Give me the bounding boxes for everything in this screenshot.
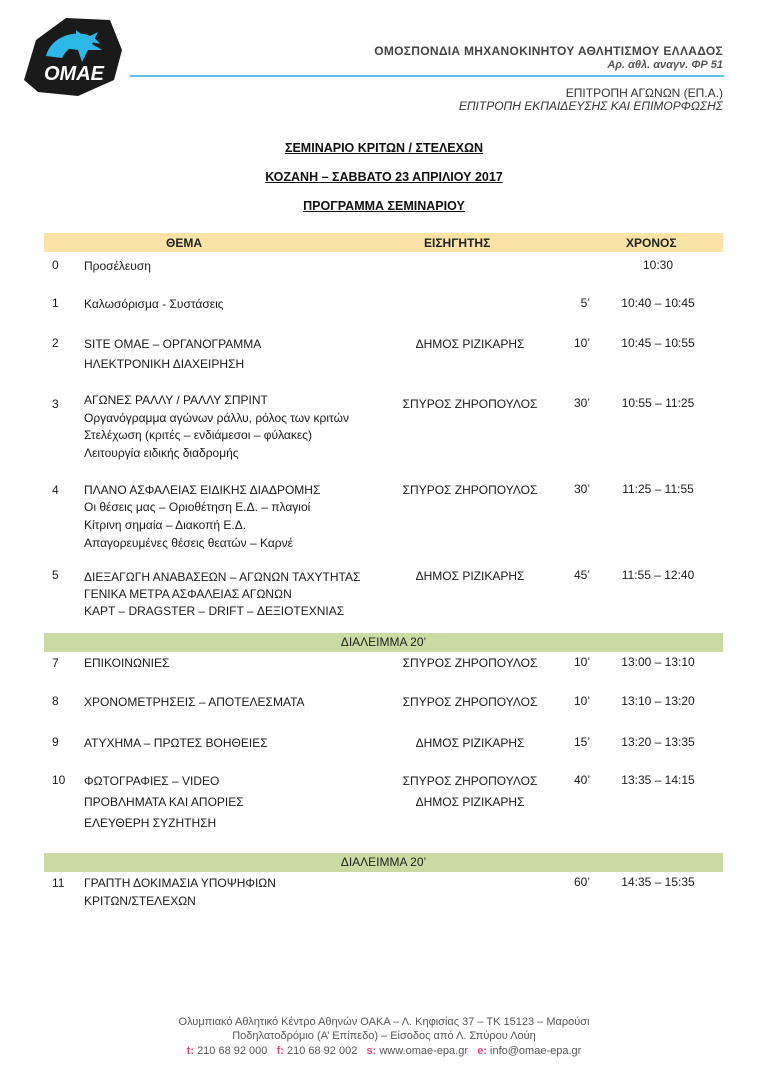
row-duration: 30’	[573, 396, 590, 410]
organization-name: ΟΜΟΣΠΟΝΔΙΑ ΜΗΧΑΝΟΚΙΝΗΤΟΥ ΑΘΛΗΤΙΣΜΟΥ ΕΛΛΑΔΟΣ	[374, 44, 723, 58]
row-topic: Καλωσόρισμα - Συστάσεις	[84, 297, 224, 311]
phone-number: 210 68 92 000	[197, 1045, 268, 1057]
row-number: 9	[52, 735, 59, 749]
row-topic-line: Λειτουργία ειδικής διαδρομής	[84, 446, 239, 460]
omae-logo	[18, 10, 128, 102]
row-number: 4	[52, 483, 59, 497]
row-topic-line: Στελέχωση (κριτές – ενδιάμεσοι – φύλακες)	[84, 428, 312, 442]
phone-label: t:	[186, 1045, 194, 1057]
fax-number: 210 68 92 002	[286, 1045, 358, 1057]
email-label: e:	[477, 1045, 487, 1057]
row-number: 7	[52, 656, 59, 670]
footer-contacts	[0, 1045, 768, 1057]
row-duration: 10’	[573, 694, 590, 708]
row-duration: 45’	[573, 568, 590, 582]
row-time: 11:25 – 11:55	[622, 482, 694, 496]
row-duration: 15’	[573, 735, 590, 749]
row-duration: 60’	[573, 875, 590, 889]
break-label-1: ΔΙΑΛΕΙΜΜΑ 20’	[340, 635, 427, 649]
column-header-topic: ΘΕΜΑ	[166, 236, 202, 250]
footer-velodrome: Ποδηλατοδρόμιο (Α’ Επίπεδο) – Είσοδος από Λ. Σπύρου Λούη	[232, 1030, 536, 1042]
row-number: 0	[52, 258, 59, 272]
row-speaker: ΔΗΜΟΣ ΡΙΖΙΚΑΡΗΣ	[415, 795, 525, 809]
column-header-time: ΧΡΟΝΟΣ	[626, 236, 677, 250]
header-divider	[130, 75, 724, 77]
row-time: 10:55 – 11:25	[621, 396, 695, 410]
row-topic-line: ΕΛΕΥΘΕΡΗ ΣΥΖΗΤΗΣΗ	[84, 816, 217, 830]
row-topic: ΕΠΙΚΟΙΝΩΝΙΕΣ	[84, 656, 170, 670]
subcommittee-name: ΕΠΙΤΡΟΠΗ ΕΚΠΑΙΔΕΥΣΗΣ ΚΑΙ ΕΠΙΜΟΡΦΩΣΗΣ	[458, 99, 723, 113]
row-topic-line: ΚΑΡΤ – DRAGSTER – DRIFT – ΔΕΞΙΟΤΕΧΝΙΑΣ	[84, 604, 345, 618]
row-topic-line: Οι θέσεις μας – Οριοθέτηση Ε.Δ. – πλαγιοί	[84, 500, 311, 514]
row-topic-line: Οργανόγραμμα αγώνων ράλλυ, ρόλος των κριτών	[84, 411, 349, 425]
row-number: 10	[52, 773, 66, 787]
website-link[interactable]: www.omae-epa.gr	[379, 1045, 469, 1057]
row-topic-line: Απαγορευμένες θέσεις θεατών – Καρνέ	[84, 536, 293, 550]
row-duration: 10’	[573, 655, 590, 669]
row-time: 13:20 – 13:35	[621, 735, 695, 749]
row-number: 1	[52, 296, 59, 310]
row-duration: 10’	[573, 336, 590, 350]
row-speaker: ΣΠΥΡΟΣ ΖΗΡΟΠΟΥΛΟΣ	[402, 483, 538, 497]
row-topic-line: ΗΛΕΚΤΡΟΝΙΚΗ ΔΙΑΧΕΙΡΗΣΗ	[84, 357, 245, 371]
row-duration: 30’	[573, 482, 590, 496]
row-topic: ΑΤΥΧΗΜΑ – ΠΡΩΤΕΣ ΒΟΗΘΕΙΕΣ	[84, 736, 268, 750]
row-topic-line: ΠΡΟΒΛΗΜΑΤΑ ΚΑΙ ΑΠΟΡΙΕΣ	[84, 795, 244, 809]
row-time: 10:45 – 10:55	[621, 336, 695, 350]
row-topic-line: ΑΓΩΝΕΣ ΡΑΛΛΥ / ΡΑΛΛΥ ΣΠΡΙΝΤ	[84, 393, 268, 407]
row-time: 13:00 – 13:10	[621, 655, 695, 669]
row-speaker: ΣΠΥΡΟΣ ΖΗΡΟΠΟΥΛΟΣ	[402, 774, 538, 788]
fax-label: f:	[276, 1045, 284, 1057]
committee-name: ΕΠΙΤΡΟΠΗ ΑΓΩΝΩΝ (ΕΠ.Α.)	[565, 86, 723, 100]
row-time: 11:55 – 12:40	[621, 568, 695, 582]
seminar-title: ΣΕΜΙΝΑΡΙΟ ΚΡΙΤΩΝ / ΣΤΕΛΕΧΩΝ	[284, 141, 484, 155]
row-topic-line: ΠΛΑΝΟ ΑΣΦΑΛΕΙΑΣ ΕΙΔΙΚΗΣ ΔΙΑΔΡΟΜΗΣ	[84, 483, 321, 497]
registration-number: Αρ. αθλ. αναγν. ΦΡ 51	[607, 59, 723, 71]
email-link[interactable]: info@omae-epa.gr	[490, 1045, 582, 1057]
row-speaker: ΣΠΥΡΟΣ ΖΗΡΟΠΟΥΛΟΣ	[402, 695, 538, 709]
row-topic: Προσέλευση	[84, 259, 151, 273]
program-title: ΠΡΟΓΡΑΜΜΑ ΣΕΜΙΝΑΡΙΟΥ	[303, 199, 465, 213]
row-speaker: ΣΠΥΡΟΣ ΖΗΡΟΠΟΥΛΟΣ	[402, 656, 538, 670]
row-topic: ΧΡΟΝΟΜΕΤΡΗΣΕΙΣ – ΑΠΟΤΕΛΕΣΜΑΤΑ	[84, 695, 305, 709]
logo-text: ΟΜΑΕ	[44, 63, 104, 85]
row-time: 10:40 – 10:45	[621, 296, 695, 310]
seminar-date: ΚΟΖΑΝΗ – ΣΑΒΒΑΤΟ 23 ΑΠΡΙΛΙΟΥ 2017	[265, 170, 503, 184]
row-duration: 5’	[580, 296, 590, 310]
row-speaker: ΣΠΥΡΟΣ ΖΗΡΟΠΟΥΛΟΣ	[402, 397, 538, 411]
row-topic-line: ΔΙΕΞΑΓΩΓΗ ΑΝΑΒΑΣΕΩΝ – ΑΓΩΝΩΝ ΤΑΧΥΤΗΤΑΣ	[84, 570, 361, 584]
break-band-2	[44, 853, 723, 872]
row-time: 13:35 – 14:15	[621, 773, 695, 787]
row-duration: 40’	[573, 773, 590, 787]
row-topic-line: ΓΡΑΠΤΗ ΔΟΚΙΜΑΣΙΑ ΥΠΟΨΗΦΙΩΝ	[84, 876, 276, 890]
row-number: 2	[52, 336, 59, 350]
row-speaker: ΔΗΜΟΣ ΡΙΖΙΚΑΡΗΣ	[415, 736, 525, 750]
row-topic-line: ΓΕΝΙΚΑ ΜΕΤΡΑ ΑΣΦΑΛΕΙΑΣ ΑΓΩΝΩΝ	[84, 587, 292, 601]
break-band-1	[44, 633, 723, 652]
row-speaker: ΔΗΜΟΣ ΡΙΖΙΚΑΡΗΣ	[415, 337, 525, 351]
row-topic-line: Κίτρινη σημαία – Διακοπή Ε.Δ.	[84, 518, 247, 532]
row-number: 3	[52, 397, 59, 411]
footer-address: Ολυμπιακό Αθλητικό Κέντρο Αθηνών ΟΑΚΑ – Λ. Κηφισίας 37 – ΤΚ 15123 – Μαρούσι	[178, 1016, 590, 1028]
column-header-speaker: ΕΙΣΗΓΗΤΗΣ	[424, 236, 491, 250]
row-number: 8	[52, 694, 59, 708]
break-label-2: ΔΙΑΛΕΙΜΜΑ 20’	[340, 855, 427, 869]
row-number: 5	[52, 568, 59, 582]
table-header-band	[44, 233, 723, 252]
row-time: 10:30	[642, 258, 674, 272]
row-time: 13:10 – 13:20	[621, 694, 695, 708]
site-label: s:	[366, 1045, 377, 1057]
row-number: 11	[52, 876, 65, 890]
row-topic-line: SITE ΟΜΑΕ – ΟΡΓΑΝΟΓΡΑΜΜΑ	[84, 337, 262, 351]
row-speaker: ΔΗΜΟΣ ΡΙΖΙΚΑΡΗΣ	[415, 569, 525, 583]
row-topic-line: ΚΡΙΤΩΝ/ΣΤΕΛΕΧΩΝ	[84, 894, 196, 908]
row-topic-line: ΦΩΤΟΓΡΑΦΙΕΣ – VIDEO	[84, 774, 220, 788]
row-time: 14:35 – 15:35	[621, 875, 695, 889]
